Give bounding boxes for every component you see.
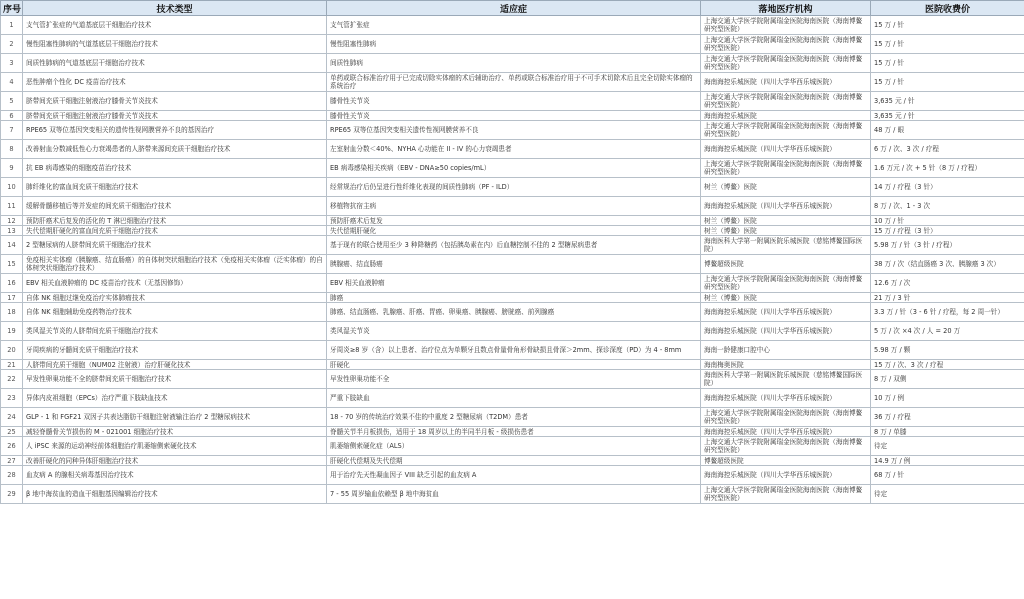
row-index: 15 [1, 255, 23, 274]
technology-type-cell: RPE65 双等位基因突变相关的遗传性视网膜营养不良的基因治疗 [23, 121, 327, 140]
price-cell: 38 万 / 次（结直肠癌 3 次、胰腺癌 3 次） [871, 255, 1024, 274]
technology-type-cell: 脐带间充质干细胞注射液治疗膝骨关节炎技术 [23, 92, 327, 111]
technology-type-cell: 间质性肺病的气道基底层干细胞治疗技术 [23, 54, 327, 73]
table-row [1, 73, 1024, 92]
institution-cell: 海南医科大学第一附属医院乐城医院（慈铭博鳌国际医院） [701, 236, 871, 255]
row-index: 22 [1, 370, 23, 389]
institution-cell: 博鳌超级医院 [701, 255, 871, 274]
technology-type-cell: 人脐带间充质干细胞（NUM02 注射液）治疗肝硬化技术 [23, 360, 327, 370]
price-cell: 5.98 万 / 颗 [871, 341, 1024, 360]
table-row [1, 140, 1024, 159]
row-index: 25 [1, 427, 23, 437]
price-cell: 8 万 / 双侧 [871, 370, 1024, 389]
technology-type-cell: 免疫相关实体瘤（胰腺癌、结直肠癌）的自体树突状细胞治疗技术（免疫相关实体瘤（泛实体瘤）的自体树突状细胞治疗技术） [23, 255, 327, 274]
row-index: 12 [1, 216, 23, 226]
price-cell: 10 万 / 针 [871, 216, 1024, 226]
indication-cell: 间质性肺病 [327, 54, 701, 73]
table-row [1, 341, 1024, 360]
institution-cell: 海南海控乐城医院（四川大学华西乐城医院） [701, 389, 871, 408]
technology-type-cell: 早发性卵巢功能不全的脐带间充质干细胞治疗技术 [23, 370, 327, 389]
table-row [1, 121, 1024, 140]
indication-cell: 肺癌、结直肠癌、乳腺癌、肝癌、胃癌、卵巢癌、胰腺癌、膀胱癌、前列腺癌 [327, 303, 701, 322]
indication-cell: 18 - 70 岁的传统治疗效果不佳的中重度 2 型糖尿病（T2DM）患者 [327, 408, 701, 427]
price-cell: 14 万 / 疗程（3 针） [871, 178, 1024, 197]
indication-cell: EB 病毒感染相关疾病（EBV - DNA≥50 copies/mL） [327, 159, 701, 178]
indication-cell: 膝骨性关节炎 [327, 92, 701, 111]
price-cell: 待定 [871, 437, 1024, 456]
indication-cell: 支气管扩张症 [327, 16, 701, 35]
price-cell: 3.3 万 / 针（3 - 6 针 / 疗程，每 2 周一针） [871, 303, 1024, 322]
row-index: 8 [1, 140, 23, 159]
table-row [1, 178, 1024, 197]
table-row [1, 370, 1024, 389]
technology-type-cell: 支气管扩张症的气道基底层干细胞治疗技术 [23, 16, 327, 35]
indication-cell: 经常规治疗后仍呈进行性纤维化表现的间质性肺病（PF - ILD） [327, 178, 701, 197]
technology-type-cell: 自体 NK 细胞辅助免疫药物治疗技术 [23, 303, 327, 322]
indication-cell: 单药或联合标准治疗用于已完成切除实体瘤的术后辅助治疗、单药或联合标准治疗用于不可手术切除术后且完全切除实体瘤的系统治疗 [327, 73, 701, 92]
table-row [1, 255, 1024, 274]
indication-cell: 慢性阻塞性肺病 [327, 35, 701, 54]
institution-cell: 海南海控乐城医院（四川大学华西乐城医院） [701, 303, 871, 322]
technology-type-cell: 自体 NK 细胞过继免疫治疗实体肺瘤技术 [23, 293, 327, 303]
institution-cell: 海南海控乐城医院（四川大学华西乐城医院） [701, 466, 871, 485]
table-row [1, 197, 1024, 216]
price-cell: 8 万 / 单膝 [871, 427, 1024, 437]
technology-type-cell: 预防肝癌术后复发的活化的 T 淋巴细胞治疗技术 [23, 216, 327, 226]
row-index: 13 [1, 226, 23, 236]
indication-cell: 脊髓关节半月板损伤，适用于 18 周岁以上的半同半月板 - 级损伤患者 [327, 427, 701, 437]
price-cell: 15 万 / 针 [871, 16, 1024, 35]
price-cell: 5.98 万 / 针（3 针 / 疗程） [871, 236, 1024, 255]
table-row [1, 54, 1024, 73]
indication-cell: 膝骨性关节炎 [327, 111, 701, 121]
table-row [1, 111, 1024, 121]
technology-type-cell: 2 型糖尿病的人脐带间充质干细胞治疗技术 [23, 236, 327, 255]
institution-cell: 上海交通大学医学院附属瑞金医院海南医院（海南博鳌研究型医院） [701, 437, 871, 456]
price-cell: 14.9 万 / 例 [871, 456, 1024, 466]
indication-cell: 肝硬化代偿期及失代偿期 [327, 456, 701, 466]
price-cell: 15 万 / 针 [871, 73, 1024, 92]
header-technology-type: 技术类型 [23, 1, 327, 16]
price-cell: 3,635 元 / 针 [871, 111, 1024, 121]
price-cell: 待定 [871, 485, 1024, 504]
price-cell: 15 万 / 针 [871, 35, 1024, 54]
row-index: 4 [1, 73, 23, 92]
table-row [1, 466, 1024, 485]
header-index: 序号 [1, 1, 23, 16]
row-index: 1 [1, 16, 23, 35]
row-index: 9 [1, 159, 23, 178]
table-body [1, 16, 1024, 504]
indication-cell: 失代偿期肝硬化 [327, 226, 701, 236]
price-cell: 10 万 / 例 [871, 389, 1024, 408]
table-row [1, 427, 1024, 437]
table-row [1, 35, 1024, 54]
row-index: 24 [1, 408, 23, 427]
institution-cell: 上海交通大学医学院附属瑞金医院海南医院（海南博鳌研究型医院） [701, 159, 871, 178]
technology-type-cell: 类风湿关节炎的人脐带间充质干细胞治疗技术 [23, 322, 327, 341]
table-header-row [1, 1, 1024, 16]
institution-cell: 上海交通大学医学院附属瑞金医院海南医院（海南博鳌研究型医院） [701, 16, 871, 35]
table-row [1, 92, 1024, 111]
institution-cell: 海南一龄健康口腔中心 [701, 341, 871, 360]
technology-type-cell: β 地中海贫血的造血干细胞基因编辑治疗技术 [23, 485, 327, 504]
table-row [1, 16, 1024, 35]
indication-cell: 肺癌 [327, 293, 701, 303]
price-cell: 8 万 / 次、1 - 3 次 [871, 197, 1024, 216]
technology-type-cell: 异体内皮祖细胞（EPCs）治疗严重下肢缺血技术 [23, 389, 327, 408]
table-row [1, 236, 1024, 255]
price-cell: 12.6 万 / 次 [871, 274, 1024, 293]
institution-cell: 上海交通大学医学院附属瑞金医院海南医院（海南博鳌研究型医院） [701, 54, 871, 73]
indication-cell: 严重下肢缺血 [327, 389, 701, 408]
price-cell: 21 万 / 3 针 [871, 293, 1024, 303]
indication-cell: 移植物抗宿主病 [327, 197, 701, 216]
indication-cell: 7 - 55 周岁输血依赖型 β 地中海贫血 [327, 485, 701, 504]
table-row [1, 226, 1024, 236]
row-index: 16 [1, 274, 23, 293]
institution-cell: 树兰（博鳌）医院 [701, 293, 871, 303]
technology-type-cell: 血友病 A 的腺相关病毒基因治疗技术 [23, 466, 327, 485]
indication-cell: 基于现有的联合使用至少 3 种降糖药（包括胰岛素在内）后血糖控制不佳的 2 型糖尿病患者 [327, 236, 701, 255]
header-indication: 适应症 [327, 1, 701, 16]
indication-cell: 牙周炎≥8 岁（含）以上患者、治疗位点为单颗牙且数点骨量骨角形骨缺损且骨深＞2mm、探诊深度（PD）为 4 - 8mm [327, 341, 701, 360]
institution-cell: 树兰（博鳌）医院 [701, 178, 871, 197]
row-index: 2 [1, 35, 23, 54]
row-index: 17 [1, 293, 23, 303]
indication-cell: EBV 相关血液肿瘤 [327, 274, 701, 293]
technology-type-cell: 减轻脊髓骨关节损伤的 M - 021001 细胞治疗技术 [23, 427, 327, 437]
institution-cell: 海南海控乐城医院（四川大学华西乐城医院） [701, 427, 871, 437]
header-institution: 落地医疗机构 [701, 1, 871, 16]
indication-cell: 用于治疗先天性凝血因子 VIII 缺乏引起的血友病 A [327, 466, 701, 485]
row-index: 11 [1, 197, 23, 216]
institution-cell: 海南海控乐城医院 [701, 111, 871, 121]
technology-type-cell: GLP - 1 和 FGF21 双因子共表达脂肪干细胞注射液输注治疗 2 型糖尿病技术 [23, 408, 327, 427]
indication-cell: 胰腺癌、结直肠癌 [327, 255, 701, 274]
price-cell: 5 万 / 次 ×4 次 / 人 = 20 万 [871, 322, 1024, 341]
row-index: 19 [1, 322, 23, 341]
institution-cell: 树兰（博鳌）医院 [701, 226, 871, 236]
row-index: 5 [1, 92, 23, 111]
table-row [1, 303, 1024, 322]
technology-type-cell: 改善射血分数减低性心力衰竭患者的人脐带来源间充质干细胞治疗技术 [23, 140, 327, 159]
indication-cell: 肌萎缩侧索硬化症（ALS） [327, 437, 701, 456]
row-index: 3 [1, 54, 23, 73]
technology-type-cell: 人 iPSC 来源的运动神经前体细胞治疗肌萎缩侧索硬化技术 [23, 437, 327, 456]
institution-cell: 海南海控乐城医院（四川大学华西乐城医院） [701, 140, 871, 159]
indication-cell: 左室射血分数＜40%、NYHA 心功能在 II - IV 的心力衰竭患者 [327, 140, 701, 159]
row-index: 14 [1, 236, 23, 255]
row-index: 28 [1, 466, 23, 485]
price-cell: 68 万 / 针 [871, 466, 1024, 485]
row-index: 10 [1, 178, 23, 197]
institution-cell: 海南海控乐城医院（四川大学华西乐城医院） [701, 73, 871, 92]
technology-type-cell: 改善肝硬化的同种异体肝细胞治疗技术 [23, 456, 327, 466]
technology-type-cell: 失代偿期肝硬化的富血间充质干细胞治疗技术 [23, 226, 327, 236]
row-index: 23 [1, 389, 23, 408]
price-cell: 3,635 元 / 针 [871, 92, 1024, 111]
table-row [1, 322, 1024, 341]
indication-cell: 早发性卵巢功能不全 [327, 370, 701, 389]
price-cell: 36 万 / 疗程 [871, 408, 1024, 427]
row-index: 26 [1, 437, 23, 456]
header-price: 医院收费价 [871, 1, 1024, 16]
institution-cell: 树兰（博鳌）医院 [701, 216, 871, 226]
price-cell: 15 万 / 疗程（3 针） [871, 226, 1024, 236]
institution-cell: 海南海控乐城医院（四川大学华西乐城医院） [701, 322, 871, 341]
row-index: 18 [1, 303, 23, 322]
row-index: 7 [1, 121, 23, 140]
price-cell: 48 万 / 眼 [871, 121, 1024, 140]
technology-type-cell: 抗 EB 病毒感染的细胞疫苗治疗技术 [23, 159, 327, 178]
institution-cell: 上海交通大学医学院附属瑞金医院海南医院（海南博鳌研究型医院） [701, 35, 871, 54]
technology-type-cell: 缓解骨髓移植后等并发症的间充质干细胞治疗技术 [23, 197, 327, 216]
row-index: 6 [1, 111, 23, 121]
institution-cell: 上海交通大学医学院附属瑞金医院海南医院（海南博鳌研究型医院） [701, 274, 871, 293]
table-row [1, 159, 1024, 178]
indication-cell: 类风湿关节炎 [327, 322, 701, 341]
table-row [1, 456, 1024, 466]
table-row [1, 274, 1024, 293]
institution-cell: 海南医科大学第一附属医院乐城医院（慈铭博鳌国际医院） [701, 370, 871, 389]
row-index: 21 [1, 360, 23, 370]
institution-cell: 上海交通大学医学院附属瑞金医院海南医院（海南博鳌研究型医院） [701, 408, 871, 427]
institution-cell: 博鳌超级医院 [701, 456, 871, 466]
technology-type-cell: 恶性肿瘤个性化 DC 疫苗治疗技术 [23, 73, 327, 92]
table-row [1, 437, 1024, 456]
table-row [1, 485, 1024, 504]
institution-cell: 海南梅奥医院 [701, 360, 871, 370]
technology-type-cell: 牙周疾病的牙髓间充质干细胞治疗技术 [23, 341, 327, 360]
indication-cell: 肝硬化 [327, 360, 701, 370]
table-row [1, 293, 1024, 303]
institution-cell: 上海交通大学医学院附属瑞金医院海南医院（海南博鳌研究型医院） [701, 92, 871, 111]
table-row [1, 216, 1024, 226]
table-row [1, 389, 1024, 408]
row-index: 20 [1, 341, 23, 360]
price-cell: 15 万 / 次、3 次 / 疗程 [871, 360, 1024, 370]
indication-cell: RPE65 双等位基因突变相关遗传性视网膜营养不良 [327, 121, 701, 140]
institution-cell: 上海交通大学医学院附属瑞金医院海南医院（海南博鳌研究型医院） [701, 485, 871, 504]
indication-cell: 预防肝癌术后复发 [327, 216, 701, 226]
price-cell: 6 万 / 次、3 次 / 疗程 [871, 140, 1024, 159]
price-cell: 15 万 / 针 [871, 54, 1024, 73]
institution-cell: 海南海控乐城医院（四川大学华西乐城医院） [701, 197, 871, 216]
technology-type-cell: EBV 相关血液肿瘤的 DC 疫苗治疗技术（无基因修饰） [23, 274, 327, 293]
table-row [1, 360, 1024, 370]
row-index: 29 [1, 485, 23, 504]
technology-type-cell: 肺纤维化的富血间充质干细胞治疗技术 [23, 178, 327, 197]
technology-type-cell: 慢性阻塞性肺病的气道基底层干细胞治疗技术 [23, 35, 327, 54]
price-cell: 1.6 万元 / 次 + 5 针（8 万 / 疗程） [871, 159, 1024, 178]
institution-cell: 上海交通大学医学院附属瑞金医院海南医院（海南博鳌研究型医院） [701, 121, 871, 140]
row-index: 27 [1, 456, 23, 466]
table-row [1, 408, 1024, 427]
technology-type-cell: 脐带间充质干细胞注射液治疗膝骨关节炎技术 [23, 111, 327, 121]
